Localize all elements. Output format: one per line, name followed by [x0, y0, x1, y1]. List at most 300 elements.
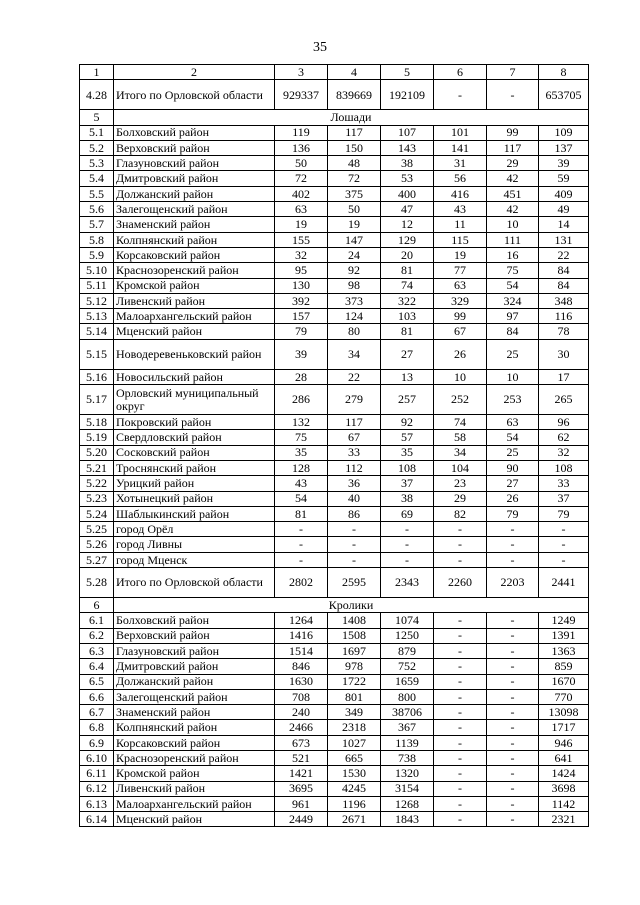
row-name: город Орёл — [114, 522, 275, 537]
value-cell: 40 — [328, 491, 381, 506]
value-cell: - — [275, 522, 328, 537]
value-cell: 67 — [328, 430, 381, 445]
table-row — [80, 80, 589, 110]
value-cell: 63 — [275, 202, 328, 217]
row-name: Глазуновский район — [114, 156, 275, 171]
value-cell: 124 — [328, 309, 381, 324]
value-cell: 929337 — [275, 80, 328, 110]
value-cell: 37 — [539, 491, 589, 506]
value-cell: 59 — [539, 171, 589, 186]
value-cell: 2343 — [381, 568, 434, 598]
value-cell: 400 — [381, 186, 434, 201]
value-cell: 3154 — [381, 781, 434, 796]
row-name: Кромской район — [114, 278, 275, 293]
row-code: 5.11 — [80, 278, 114, 293]
row-name: Залегощенский район — [114, 202, 275, 217]
value-cell: 1264 — [275, 613, 328, 628]
row-code: 4.28 — [80, 80, 114, 110]
value-cell: 54 — [487, 430, 539, 445]
value-cell: 279 — [328, 385, 381, 415]
value-cell: 63 — [434, 278, 487, 293]
value-cell: - — [434, 750, 487, 765]
value-cell: 1722 — [328, 674, 381, 689]
column-number: 3 — [275, 65, 328, 80]
column-number: 7 — [487, 65, 539, 80]
row-name: Залегощенский район — [114, 689, 275, 704]
value-cell: 27 — [487, 476, 539, 491]
value-cell: 129 — [381, 232, 434, 247]
value-cell: 38 — [381, 491, 434, 506]
value-cell: 879 — [381, 643, 434, 658]
row-name: Орловский муниципальный округ — [114, 385, 275, 415]
value-cell: 150 — [328, 140, 381, 155]
value-cell: 801 — [328, 689, 381, 704]
value-cell: 451 — [487, 186, 539, 201]
table-row — [80, 309, 589, 324]
value-cell: 1670 — [539, 674, 589, 689]
table-row — [80, 720, 589, 735]
row-code: 6.11 — [80, 766, 114, 781]
value-cell: 98 — [328, 278, 381, 293]
value-cell: 35 — [381, 445, 434, 460]
value-cell: 1249 — [539, 613, 589, 628]
value-cell: - — [487, 735, 539, 750]
row-code: 6.14 — [80, 812, 114, 827]
value-cell: 62 — [539, 430, 589, 445]
value-cell: 329 — [434, 293, 487, 308]
value-cell: 32 — [275, 247, 328, 262]
row-code: 5.18 — [80, 415, 114, 430]
row-name: Кромской район — [114, 766, 275, 781]
value-cell: 90 — [487, 460, 539, 475]
table-row — [80, 689, 589, 704]
table-row — [80, 781, 589, 796]
value-cell: 14 — [539, 217, 589, 232]
table-row — [80, 430, 589, 445]
table-row — [80, 324, 589, 339]
value-cell: 348 — [539, 293, 589, 308]
value-cell: 265 — [539, 385, 589, 415]
column-number: 1 — [80, 65, 114, 80]
value-cell: 10 — [434, 369, 487, 384]
table-row — [80, 766, 589, 781]
table-row — [80, 735, 589, 750]
value-cell: - — [487, 766, 539, 781]
value-cell: 1424 — [539, 766, 589, 781]
column-number: 2 — [114, 65, 275, 80]
value-cell: - — [434, 80, 487, 110]
section-code: 6 — [80, 598, 114, 613]
table-row — [80, 202, 589, 217]
value-cell: 58 — [434, 430, 487, 445]
row-code: 5.24 — [80, 506, 114, 521]
value-cell: 25 — [487, 339, 539, 369]
value-cell: 79 — [487, 506, 539, 521]
section-code: 5 — [80, 110, 114, 125]
value-cell: 324 — [487, 293, 539, 308]
row-name: город Мценск — [114, 552, 275, 567]
value-cell: 108 — [381, 460, 434, 475]
value-cell: 859 — [539, 659, 589, 674]
row-code: 6.7 — [80, 705, 114, 720]
value-cell: 39 — [539, 156, 589, 171]
row-code: 5.16 — [80, 369, 114, 384]
value-cell: 192109 — [381, 80, 434, 110]
value-cell: 1250 — [381, 628, 434, 643]
row-code: 5.6 — [80, 202, 114, 217]
value-cell: 27 — [381, 339, 434, 369]
table-row — [80, 445, 589, 460]
value-cell: 20 — [381, 247, 434, 262]
row-name: Болховский район — [114, 613, 275, 628]
value-cell: 1027 — [328, 735, 381, 750]
row-name: Должанский район — [114, 674, 275, 689]
value-cell: 75 — [487, 263, 539, 278]
value-cell: 131 — [539, 232, 589, 247]
value-cell: 1530 — [328, 766, 381, 781]
value-cell: 80 — [328, 324, 381, 339]
livestock-table — [79, 64, 589, 827]
table-row — [80, 460, 589, 475]
row-code: 5.5 — [80, 186, 114, 201]
table-row — [80, 613, 589, 628]
value-cell: 74 — [434, 415, 487, 430]
value-cell: 1363 — [539, 643, 589, 658]
row-name: Мценский район — [114, 324, 275, 339]
value-cell: 111 — [487, 232, 539, 247]
section-title: Кролики — [114, 598, 589, 613]
value-cell: 22 — [539, 247, 589, 262]
value-cell: 157 — [275, 309, 328, 324]
table-row — [80, 552, 589, 567]
value-cell: 119 — [275, 125, 328, 140]
value-cell: - — [275, 537, 328, 552]
value-cell: - — [434, 674, 487, 689]
value-cell: - — [487, 705, 539, 720]
value-cell: 143 — [381, 140, 434, 155]
row-code: 5.2 — [80, 140, 114, 155]
value-cell: - — [328, 552, 381, 567]
value-cell: - — [487, 643, 539, 658]
row-name: Ливенский район — [114, 293, 275, 308]
value-cell: - — [539, 522, 589, 537]
row-code: 5.23 — [80, 491, 114, 506]
value-cell: - — [487, 674, 539, 689]
value-cell: 2321 — [539, 812, 589, 827]
value-cell: 34 — [434, 445, 487, 460]
value-cell: 29 — [434, 491, 487, 506]
table-row — [80, 247, 589, 262]
value-cell: 2449 — [275, 812, 328, 827]
value-cell: 81 — [381, 263, 434, 278]
value-cell: 141 — [434, 140, 487, 155]
row-name: Урицкий район — [114, 476, 275, 491]
value-cell: 92 — [328, 263, 381, 278]
row-code: 6.3 — [80, 643, 114, 658]
row-name: Краснозоренский район — [114, 750, 275, 765]
row-code: 5.19 — [80, 430, 114, 445]
value-cell: 26 — [434, 339, 487, 369]
row-name: Дмитровский район — [114, 659, 275, 674]
row-name: Верховский район — [114, 628, 275, 643]
row-code: 6.9 — [80, 735, 114, 750]
value-cell: 3698 — [539, 781, 589, 796]
value-cell: 373 — [328, 293, 381, 308]
row-name: Новосильский район — [114, 369, 275, 384]
value-cell: 33 — [328, 445, 381, 460]
value-cell: 3695 — [275, 781, 328, 796]
row-code: 5.8 — [80, 232, 114, 247]
value-cell: - — [434, 689, 487, 704]
value-cell: 81 — [275, 506, 328, 521]
table-row — [80, 643, 589, 658]
row-code: 5.17 — [80, 385, 114, 415]
column-number: 5 — [381, 65, 434, 80]
value-cell: 115 — [434, 232, 487, 247]
value-cell: 43 — [275, 476, 328, 491]
column-number: 4 — [328, 65, 381, 80]
value-cell: 11 — [434, 217, 487, 232]
value-cell: 19 — [434, 247, 487, 262]
table-row — [80, 186, 589, 201]
table-row — [80, 674, 589, 689]
value-cell: 81 — [381, 324, 434, 339]
row-name: Знаменский район — [114, 705, 275, 720]
value-cell: - — [487, 613, 539, 628]
table-row — [80, 506, 589, 521]
value-cell: - — [434, 812, 487, 827]
value-cell: 99 — [434, 309, 487, 324]
value-cell: 95 — [275, 263, 328, 278]
table-row — [80, 385, 589, 415]
value-cell: - — [487, 659, 539, 674]
value-cell: 132 — [275, 415, 328, 430]
row-name: Верховский район — [114, 140, 275, 155]
value-cell: 31 — [434, 156, 487, 171]
value-cell: 56 — [434, 171, 487, 186]
value-cell: 402 — [275, 186, 328, 201]
value-cell: 752 — [381, 659, 434, 674]
value-cell: 117 — [328, 125, 381, 140]
row-code: 5.15 — [80, 339, 114, 369]
value-cell: - — [487, 628, 539, 643]
value-cell: 17 — [539, 369, 589, 384]
value-cell: 4245 — [328, 781, 381, 796]
table-row — [80, 339, 589, 369]
value-cell: 13 — [381, 369, 434, 384]
value-cell: 13098 — [539, 705, 589, 720]
value-cell: 84 — [487, 324, 539, 339]
row-name: Малоархангельский район — [114, 796, 275, 811]
value-cell: - — [487, 522, 539, 537]
row-code: 6.2 — [80, 628, 114, 643]
value-cell: - — [434, 735, 487, 750]
value-cell: - — [487, 689, 539, 704]
value-cell: - — [381, 537, 434, 552]
value-cell: 2466 — [275, 720, 328, 735]
value-cell: 1843 — [381, 812, 434, 827]
value-cell: 74 — [381, 278, 434, 293]
row-code: 5.7 — [80, 217, 114, 232]
value-cell: 69 — [381, 506, 434, 521]
row-name: Свердловский район — [114, 430, 275, 445]
value-cell: 665 — [328, 750, 381, 765]
value-cell: 39 — [275, 339, 328, 369]
value-cell: - — [487, 720, 539, 735]
table-row — [80, 156, 589, 171]
value-cell: 101 — [434, 125, 487, 140]
value-cell: 53 — [381, 171, 434, 186]
value-cell: 54 — [487, 278, 539, 293]
table-row — [80, 476, 589, 491]
value-cell: 946 — [539, 735, 589, 750]
value-cell: - — [434, 659, 487, 674]
value-cell: - — [487, 80, 539, 110]
table-row — [80, 522, 589, 537]
row-name: город Ливны — [114, 537, 275, 552]
row-code: 6.8 — [80, 720, 114, 735]
value-cell: 78 — [539, 324, 589, 339]
value-cell: 137 — [539, 140, 589, 155]
row-code: 6.1 — [80, 613, 114, 628]
value-cell: - — [328, 522, 381, 537]
table-row — [80, 628, 589, 643]
row-code: 5.22 — [80, 476, 114, 491]
value-cell: 1196 — [328, 796, 381, 811]
row-code: 6.12 — [80, 781, 114, 796]
value-cell: 1074 — [381, 613, 434, 628]
value-cell: 16 — [487, 247, 539, 262]
value-cell: - — [487, 796, 539, 811]
value-cell: - — [539, 552, 589, 567]
value-cell: 1416 — [275, 628, 328, 643]
value-cell: 32 — [539, 445, 589, 460]
value-cell: 103 — [381, 309, 434, 324]
row-code: 6.4 — [80, 659, 114, 674]
value-cell: 800 — [381, 689, 434, 704]
value-cell: 1408 — [328, 613, 381, 628]
value-cell: 25 — [487, 445, 539, 460]
value-cell: 130 — [275, 278, 328, 293]
value-cell: 2671 — [328, 812, 381, 827]
value-cell: 1320 — [381, 766, 434, 781]
value-cell: - — [487, 812, 539, 827]
column-number: 8 — [539, 65, 589, 80]
table-row — [80, 293, 589, 308]
value-cell: - — [487, 781, 539, 796]
section-title: Лошади — [114, 110, 589, 125]
row-name: Глазуновский район — [114, 643, 275, 658]
value-cell: 2802 — [275, 568, 328, 598]
value-cell: 97 — [487, 309, 539, 324]
value-cell: 1508 — [328, 628, 381, 643]
value-cell: 48 — [328, 156, 381, 171]
value-cell: 252 — [434, 385, 487, 415]
table-row — [80, 812, 589, 827]
value-cell: 117 — [328, 415, 381, 430]
value-cell: 104 — [434, 460, 487, 475]
value-cell: 72 — [328, 171, 381, 186]
table-row — [80, 659, 589, 674]
value-cell: - — [328, 537, 381, 552]
value-cell: 37 — [381, 476, 434, 491]
value-cell: - — [487, 552, 539, 567]
value-cell: 240 — [275, 705, 328, 720]
value-cell: - — [434, 781, 487, 796]
value-cell: 367 — [381, 720, 434, 735]
value-cell: 19 — [275, 217, 328, 232]
value-cell: 63 — [487, 415, 539, 430]
value-cell: 33 — [539, 476, 589, 491]
row-code: 6.10 — [80, 750, 114, 765]
row-code: 5.21 — [80, 460, 114, 475]
table-row — [80, 125, 589, 140]
value-cell: - — [434, 705, 487, 720]
row-name: Сосковский район — [114, 445, 275, 460]
value-cell: 19 — [328, 217, 381, 232]
value-cell: 1391 — [539, 628, 589, 643]
value-cell: - — [275, 552, 328, 567]
table-row — [80, 705, 589, 720]
value-cell: - — [434, 766, 487, 781]
value-cell: 1268 — [381, 796, 434, 811]
value-cell: 708 — [275, 689, 328, 704]
value-cell: 34 — [328, 339, 381, 369]
value-cell: 961 — [275, 796, 328, 811]
value-cell: 50 — [275, 156, 328, 171]
value-cell: 2260 — [434, 568, 487, 598]
value-cell: 128 — [275, 460, 328, 475]
table-row — [80, 796, 589, 811]
row-name: Покровский район — [114, 415, 275, 430]
value-cell: 38706 — [381, 705, 434, 720]
table-row — [80, 171, 589, 186]
value-cell: 978 — [328, 659, 381, 674]
section-header-row — [80, 110, 589, 125]
value-cell: 107 — [381, 125, 434, 140]
row-code: 6.6 — [80, 689, 114, 704]
value-cell: 99 — [487, 125, 539, 140]
value-cell: 1139 — [381, 735, 434, 750]
row-name: Корсаковский район — [114, 735, 275, 750]
value-cell: - — [381, 552, 434, 567]
value-cell: 79 — [275, 324, 328, 339]
value-cell: 416 — [434, 186, 487, 201]
value-cell: 349 — [328, 705, 381, 720]
value-cell: - — [434, 613, 487, 628]
row-name: Итого по Орловской области — [114, 568, 275, 598]
row-code: 5.4 — [80, 171, 114, 186]
value-cell: - — [434, 796, 487, 811]
table-row — [80, 140, 589, 155]
value-cell: 82 — [434, 506, 487, 521]
row-name: Шаблыкинский район — [114, 506, 275, 521]
row-name: Колпнянский район — [114, 232, 275, 247]
value-cell: 10 — [487, 369, 539, 384]
value-cell: 47 — [381, 202, 434, 217]
value-cell: - — [487, 750, 539, 765]
value-cell: - — [434, 720, 487, 735]
value-cell: 72 — [275, 171, 328, 186]
value-cell: 28 — [275, 369, 328, 384]
value-cell: 84 — [539, 263, 589, 278]
value-cell: 42 — [487, 202, 539, 217]
table-row — [80, 232, 589, 247]
row-code: 5.28 — [80, 568, 114, 598]
value-cell: 257 — [381, 385, 434, 415]
row-code: 5.26 — [80, 537, 114, 552]
value-cell: 673 — [275, 735, 328, 750]
